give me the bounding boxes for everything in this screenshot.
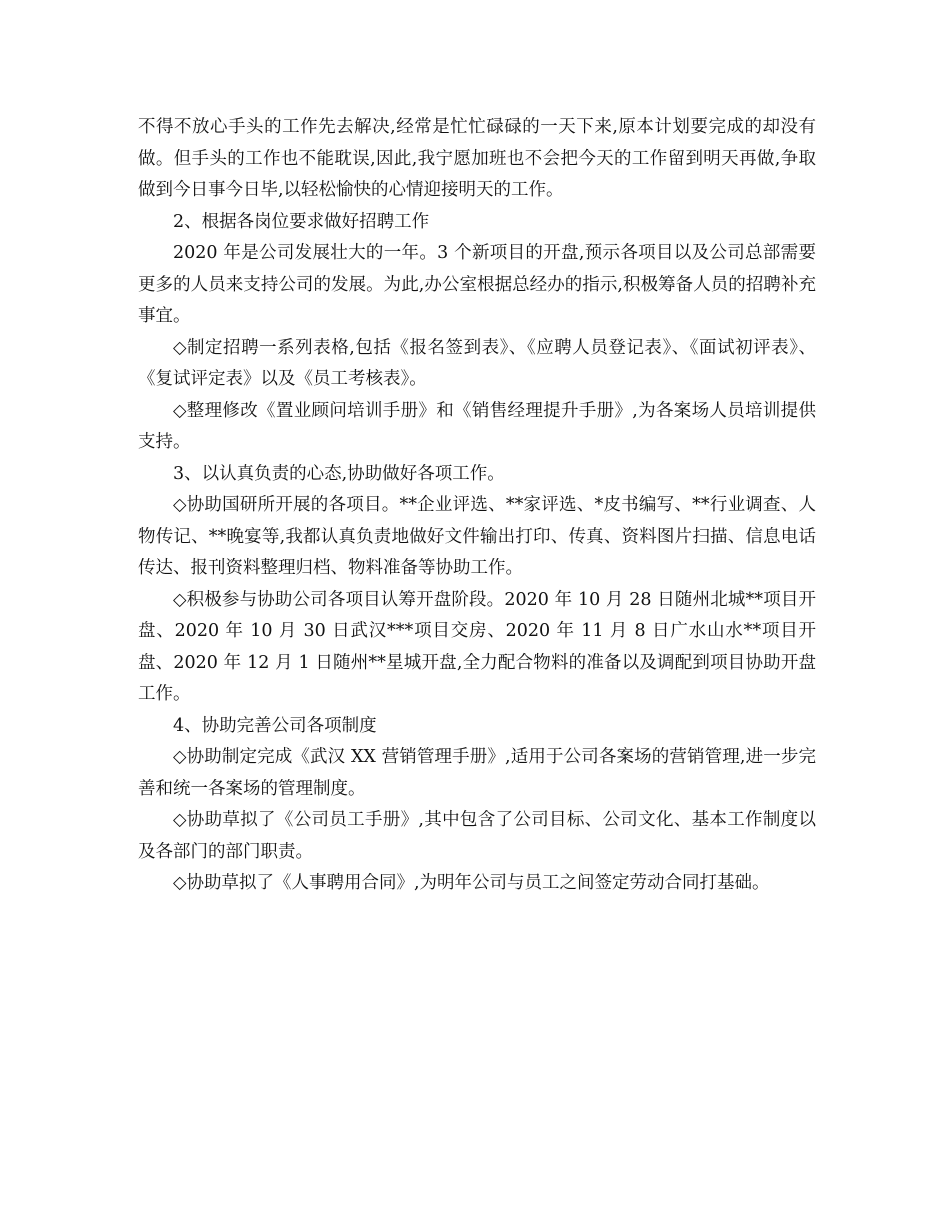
paragraph-continuation: 不得不放心手头的工作先去解决,经常是忙忙碌碌的一天下来,原本计划要完成的却没有做。但手头的工作也不能耽误,因此,我宁愿加班也不会把今天的工作留到明天再做,争取做到今日事今日毕,以轻松愉快的心情迎接明天的工作。 bbox=[138, 117, 816, 200]
bullet-research-projects: ◇协助国研所开展的各项目。**企业评选、**家评选、*皮书编写、**行业调查、人物传记、**晚宴等,我都认真负责地做好文件输出打印、传真、资料图片扫描、信息电话传达、报刊资料整理归档、物料准备等协助工作。 bbox=[138, 495, 816, 578]
bullet-recruitment-forms: ◇制定招聘一系列表格,包括《报名签到表》、《应聘人员登记表》、《面试初评表》、《复试评定表》以及《员工考核表》。 bbox=[138, 337, 816, 389]
bullet-training-manuals: ◇整理修改《置业顾问培训手册》和《销售经理提升手册》,为各案场人员培训提供支持。 bbox=[138, 400, 816, 452]
bullet-project-openings: ◇积极参与协助公司各项目认筹开盘阶段。2020 年 10 月 28 日随州北城**项目开盘、2020 年 10 月 30 日武汉***项目交房、2020 年 11 月 8 日广水山水**项目开盘、2020 年 12 月 1 日随州**星城开盘,全力配合物料的准备以及调配到项目协助开盘工作。 bbox=[138, 589, 816, 704]
section-heading-company-rules: 4、协助完善公司各项制度 bbox=[173, 715, 377, 736]
section-heading-assist-work: 3、以认真负责的心态,协助做好各项工作。 bbox=[173, 463, 505, 484]
paragraph-recruitment-intro: 2020 年是公司发展壮大的一年。3 个新项目的开盘,预示各项目以及公司总部需要更多的人员来支持公司的发展。为此,办公室根据总经办的指示,积极筹备人员的招聘补充事宜。 bbox=[138, 243, 816, 326]
section-heading-recruitment: 2、根据各岗位要求做好招聘工作 bbox=[173, 211, 430, 232]
bullet-employee-handbook: ◇协助草拟了《公司员工手册》,其中包含了公司目标、公司文化、基本工作制度以及各部门的部门职责。 bbox=[138, 810, 816, 862]
bullet-marketing-manual: ◇协助制定完成《武汉 XX 营销管理手册》,适用于公司各案场的营销管理,进一步完善和统一各案场的管理制度。 bbox=[138, 747, 816, 799]
bullet-employment-contract: ◇协助草拟了《人事聘用合同》,为明年公司与员工之间签定劳动合同打基础。 bbox=[173, 873, 770, 893]
document-page bbox=[138, 112, 816, 900]
